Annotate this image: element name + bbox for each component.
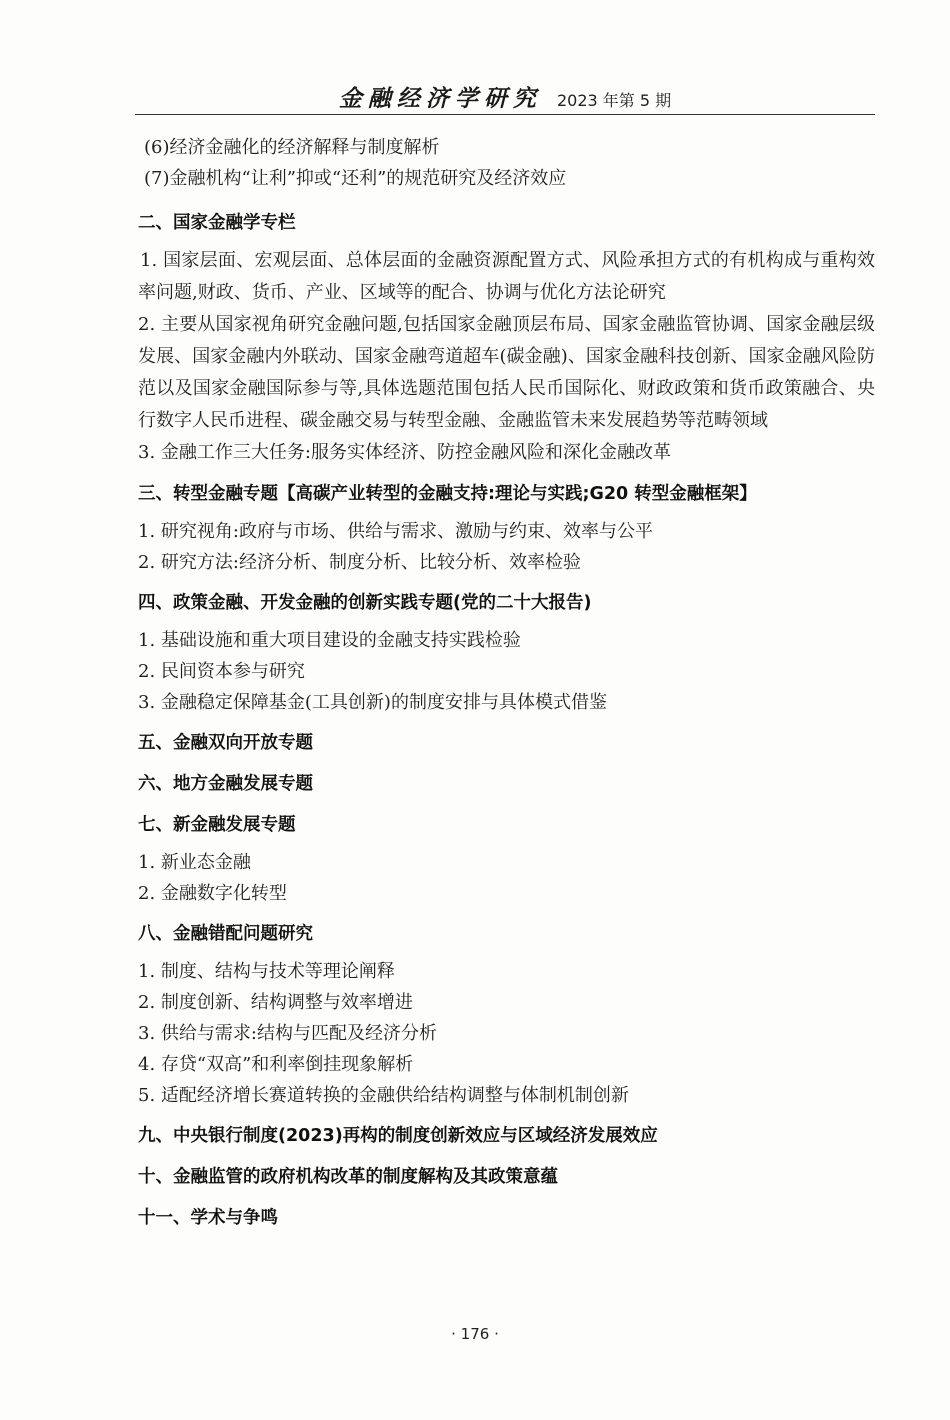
section-title: 九、中央银行制度(2023)再构的制度创新效应与区域经济发展效应 [138,1126,658,1146]
section-title: 四、政策金融、开发金融的创新实践专题(党的二十大报告) [138,593,592,613]
journal-title: 金融经济学研究 [338,85,542,112]
section-title: 八、金融错配问题研究 [138,924,313,944]
list-item: 2. 制度创新、结构调整与效率增进 [138,992,413,1013]
paragraph: 3. 金融工作三大任务:服务实体经济、防控金融风险和深化金融改革 [138,442,671,463]
section-title: 三、转型金融专题【高碳产业转型的金融支持:理论与实践;G20 转型金融框架】 [138,484,757,504]
section-title: 五、金融双向开放专题 [138,733,313,753]
list-item: 4. 存贷“双高”和利率倒挂现象解析 [138,1054,414,1075]
list-item: 2. 金融数字化转型 [138,883,287,904]
list-item: 2. 民间资本参与研究 [138,661,305,682]
section-title: 六、地方金融发展专题 [138,774,313,794]
list-item: 1. 制度、结构与技术等理论阐释 [138,961,395,982]
list-item: 2. 研究方法:经济分析、制度分析、比较分析、效率检验 [138,552,581,573]
section-title: 十一、学术与争鸣 [138,1208,278,1228]
main-content [138,132,875,1240]
page-number: · 176 · [451,1325,499,1343]
list-item: 1. 研究视角:政府与市场、供给与需求、激励与约束、效率与公平 [138,521,653,542]
header-divider [135,114,875,115]
paragraph: 2. 主要从国家视角研究金融问题,包括国家金融顶层布局、国家金融监管协调、国家金融层级发展、国家金融内外联动、国家金融弯道超车(碳金融)、国家金融科技创新、国家金融风险防范以及国家金融国际参与等,具体选题范围包括人民币国际化、财政政策和货币政策融合、央行数字人民币进程、碳金融交易与转型金融、金融监管未来发展趋势等范畴领域 [138,314,875,431]
list-item: (7)金融机构“让利”抑或“还利”的规范研究及经济效应 [144,168,567,189]
section-title: 七、新金融发展专题 [138,815,296,835]
section-title: 十、金融监管的政府机构改革的制度解构及其政策意蕴 [138,1167,558,1187]
section-title: 二、国家金融学专栏 [138,213,296,233]
list-item: 1. 基础设施和重大项目建设的金融支持实践检验 [138,630,521,651]
list-item: (6)经济金融化的经济解释与制度解析 [144,137,440,158]
issue-number: 2023 年第 5 期 [556,91,672,110]
list-item: 5. 适配经济增长赛道转换的金融供给结构调整与体制机制创新 [138,1085,629,1106]
list-item: 3. 供给与需求:结构与匹配及经济分析 [138,1023,437,1044]
paragraph: 1. 国家层面、宏观层面、总体层面的金融资源配置方式、风险承担方式的有机构成与重构效率问题,财政、货币、产业、区域等的配合、协调与优化方法论研究 [138,250,875,303]
list-item: 1. 新业态金融 [138,852,251,873]
list-item: 3. 金融稳定保障基金(工具创新)的制度安排与具体模式借鉴 [138,692,607,713]
running-header [135,80,875,112]
